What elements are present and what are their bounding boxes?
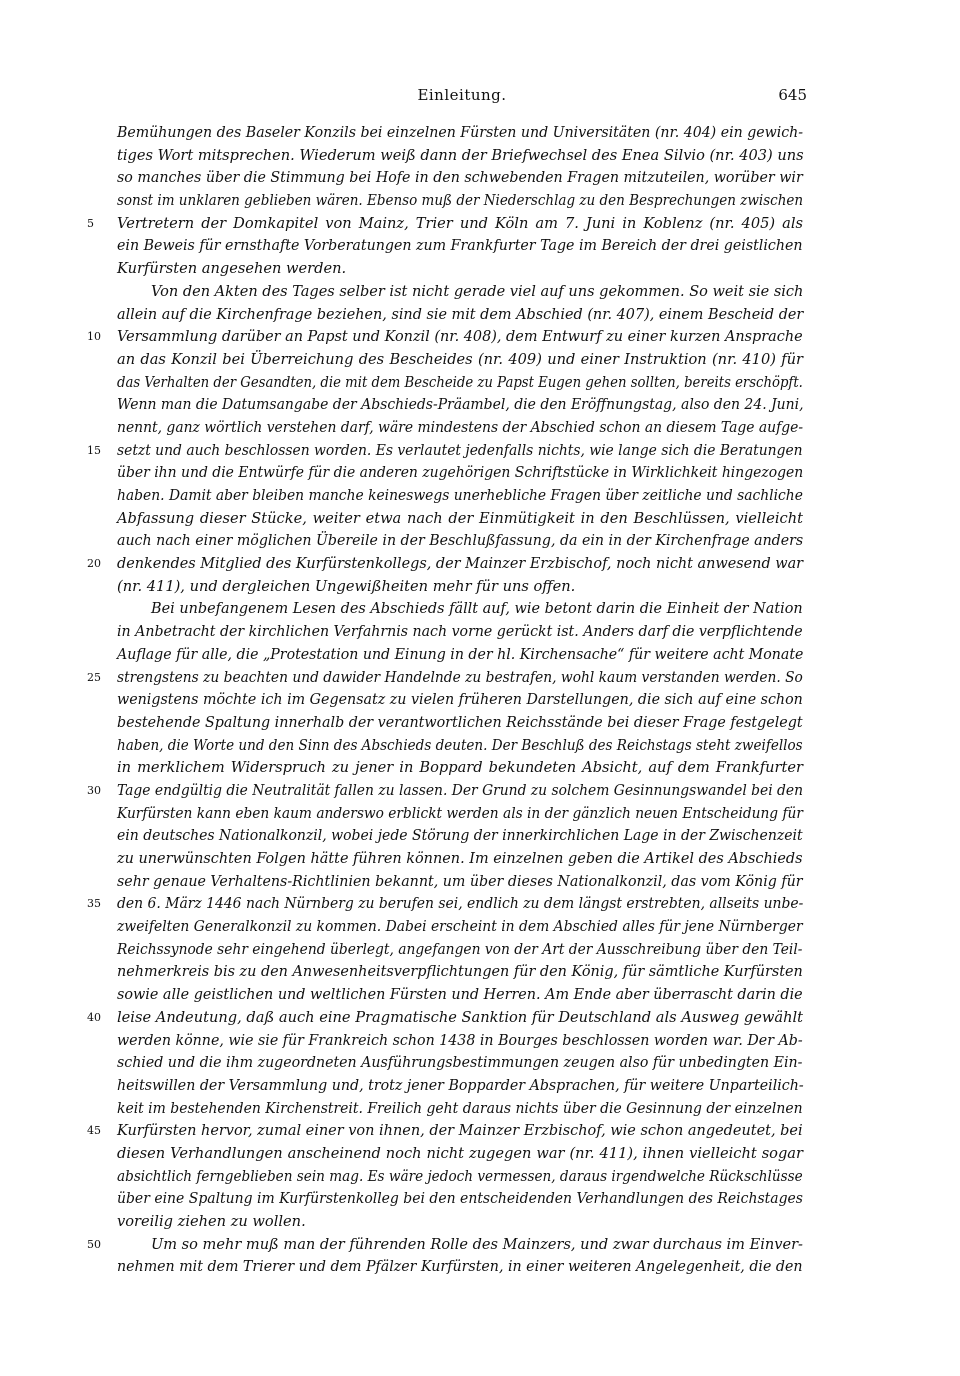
line-text: haben. Damit aber bleiben manche keineswegs unerhebliche Fragen über zeitliche und sachliche (117, 487, 803, 504)
text-line (117, 122, 803, 145)
line-text: über eine Spaltung im Kurfürstenkolleg bei den entscheidenden Verhandlungen des Reichstages (117, 1190, 803, 1208)
line-text: Reichssynode sehr eingehend überlegt, angefangen von der Art der Ausschreibung über den Teil- (117, 940, 803, 958)
text-line (117, 485, 803, 508)
line-text: nennt, ganz wörtlich verstehen darf, wäre mindestens der Abschied schon an diesem Tage aufge- (117, 418, 804, 436)
text-line (117, 644, 803, 667)
text-line (117, 304, 803, 327)
line-number: 45 (87, 1124, 101, 1138)
line-text: wenigstens möchte ich im Gegensatz zu vielen früheren Darstellungen, die sich auf eine schon (117, 691, 803, 709)
text-line (117, 871, 803, 894)
line-text: ein deutsches Nationalkonzil, wobei jede Störung der innerkirchlichen Lage in der Zwischenzeit (117, 827, 803, 845)
line-number: 50 (87, 1237, 101, 1251)
text-line (117, 984, 803, 1007)
line-text: Auflage für alle, die „Protestation und Einung in der hl. Kirchensache“ für weitere acht Monate (117, 645, 804, 663)
text-line (117, 939, 803, 962)
line-text: denkendes Mitglied des Kurfürstenkollegs, der Mainzer Erzbischof, noch nicht anwesend war (117, 555, 804, 573)
running-title: Einleitung. (417, 86, 507, 104)
text-line (87, 1007, 803, 1030)
line-text: Um so mehr muß man der führenden Rolle des Mainzers, und zwar durchaus im Einver- (151, 1235, 803, 1253)
text-line (87, 1234, 803, 1257)
text-line (87, 667, 803, 690)
text-line (87, 780, 804, 803)
line-text: absichtlich ferngeblieben sein mag. Es wäre jedoch vermessen, daraus irgendwelche Rückschlüsse (117, 1167, 803, 1185)
text-line (117, 712, 803, 735)
line-text: sehr genaue Verhaltens-Richtlinien bekannt, um über dieses Nationalkonzil, das vom König für (117, 872, 803, 890)
text-line (117, 825, 803, 848)
line-text: keit im bestehenden Kirchenstreit. Freilich geht daraus nichts über die Gesinnung der einzelnen (117, 1099, 803, 1117)
line-text: Von den Akten des Tages selber ist nicht gerade viel auf uns gekommen. So weit sie sich (151, 282, 804, 300)
text-line (117, 190, 803, 213)
line-text: diesen Verhandlungen anscheinend noch nicht zugegen war (nr. 411), ihnen vielleicht sogar (117, 1144, 803, 1162)
line-text: Kurfürsten kann eben kaum anderswo erblickt werden als in der gänzlich neuen Entscheidung für (117, 804, 803, 822)
line-number: 15 (87, 443, 101, 457)
line-text: haben, die Worte und den Sinn des Abschieds deuten. Der Beschluß des Reichstags steht zweifellos (117, 736, 803, 754)
line-text: auch nach einer möglichen Übereile in der Beschlußfassung, da ein in der Kirchenfrage anders (117, 532, 804, 550)
line-number: 40 (87, 1010, 101, 1024)
text-line (117, 530, 803, 553)
line-text: voreilig ziehen zu wollen. (117, 1213, 306, 1230)
line-text: in merklichem Widerspruch zu jener in Boppard bekundeten Absicht, auf dem Frankfurter (117, 759, 803, 777)
line-text: Versammlung darüber an Papst und Konzil (nr. 408), dem Entwurf zu einer kurzen Ansprache (117, 328, 803, 346)
line-text: zweifelten Generalkonzil zu kommen. Dabei erscheint in dem Abschied alles für jene Nürnberger (117, 918, 803, 936)
line-text: sowie alle geistlichen und weltlichen Fürsten und Herren. Am Ende aber überrascht darin die (117, 986, 803, 1004)
line-number: 25 (87, 670, 101, 684)
text-line (87, 553, 804, 576)
page-number: 645 (778, 86, 807, 104)
text-line (117, 394, 803, 417)
line-text: über ihn und die Entwürfe für die anderen zugehörigen Schriftstücke in Wirklichkeit hingezogen (117, 464, 804, 482)
text-line (117, 576, 803, 599)
line-text: zu unerwünschten Folgen hätte führen können. Im einzelnen geben die Artikel des Abschieds (117, 850, 803, 867)
body-text (87, 122, 804, 1279)
text-line (117, 349, 803, 372)
text-line (117, 848, 803, 871)
text-line (117, 235, 803, 258)
text-line (117, 757, 803, 780)
text-line (117, 1143, 803, 1166)
text-line (117, 508, 803, 531)
line-text: werden könne, wie sie für Frankreich schon 1438 in Bourges beschlossen worden war. Der Ab- (117, 1031, 803, 1049)
line-text: heitswillen der Versammlung und, trotz jener Bopparder Absprachen, für weitere Unparteilich- (117, 1076, 804, 1094)
line-text: leise Andeutung, daß auch eine Pragmatische Sanktion für Deutschland als Ausweg gewählt (117, 1008, 803, 1026)
line-text: schied und die ihm zugeordneten Ausführungsbestimmungen zeugen also für unbedingten Ein- (117, 1054, 803, 1072)
line-text: tiges Wort mitsprechen. Wiederum weiß dann der Briefwechsel des Enea Silvio (nr. 403) uns (117, 146, 804, 164)
text-line (117, 735, 803, 758)
line-number: 35 (87, 897, 101, 911)
text-line (117, 1188, 803, 1211)
line-text: strengstens zu beachten und dawider Handelnde zu bestrafen, wohl kaum verstanden werden. So (117, 668, 803, 686)
text-line (117, 462, 803, 485)
text-line (87, 440, 803, 463)
line-text: an das Konzil bei Überreichung des Bescheides (nr. 409) und einer Instruktion (nr. 410) für (117, 350, 803, 368)
line-text: Vertretern der Domkapitel von Mainz, Trier und Köln am 7. Juni in Koblenz (nr. 405) als (117, 214, 803, 232)
text-line (117, 372, 803, 395)
text-line (117, 417, 803, 440)
text-line (117, 167, 803, 190)
line-number: 10 (87, 330, 101, 344)
text-line (117, 145, 803, 168)
line-text: Bemühungen des Baseler Konzils bei einzelnen Fürsten und Universitäten (nr. 404) ein gewich- (117, 124, 804, 141)
text-line (117, 1075, 803, 1098)
line-text: bestehende Spaltung innerhalb der verantwortlichen Reichsstände bei dieser Frage festgelegt (117, 713, 803, 731)
line-text: allein auf die Kirchenfrage beziehen, sind sie mit dem Abschied (nr. 407), einem Bescheid der (117, 305, 804, 323)
line-text: in Anbetracht der kirchlichen Verfahrnis nach vorne gerückt ist. Anders darf die verpflichtende (117, 623, 803, 641)
text-line (117, 961, 803, 984)
text-line (117, 689, 803, 712)
text-line (87, 326, 803, 349)
text-line (117, 1098, 803, 1121)
text-line (87, 1120, 803, 1143)
text-line (117, 1211, 803, 1234)
text-line (117, 803, 803, 826)
text-line (117, 1256, 803, 1279)
line-text: das Verhalten der Gesandten, die mit dem Bescheide zu Papst Eugen gehen sollten, bereits erschöpft. (117, 373, 803, 391)
line-number: 30 (87, 783, 101, 797)
line-text: so manches über die Stimmung bei Hofe in den schwebenden Fragen mitzuteilen, worüber wir (117, 169, 803, 187)
line-text: ein Beweis für ernsthafte Vorberatungen zum Frankfurter Tage im Bereich der drei geistlichen (117, 237, 803, 255)
line-text: Kurfürsten hervor, zumal einer von ihnen, der Mainzer Erzbischof, wie schon angedeutet, bei (117, 1122, 803, 1140)
text-line (117, 1166, 803, 1189)
line-text: sonst im unklaren geblieben wären. Ebenso muß der Niederschlag zu den Besprechungen zwischen (117, 192, 804, 210)
line-text: Tage endgültig die Neutralität fallen zu lassen. Der Grund zu solchem Gesinnungswandel bei den (117, 781, 804, 799)
text-line (117, 598, 803, 621)
line-text: den 6. März 1446 nach Nürnberg zu berufen sei, endlich zu dem längst erstrebten, allseits unbe- (117, 895, 804, 913)
line-text: Wenn man die Datumsangabe der Abschieds-Präambel, die den Eröffnungstag, also den 24. Juni, (117, 396, 804, 414)
text-line (117, 916, 803, 939)
line-text: nehmen mit dem Trierer und dem Pfälzer Kurfürsten, in einer weiteren Angelegenheit, die den (117, 1258, 803, 1276)
line-text: Bei unbefangenem Lesen des Abschieds fällt auf, wie betont darin die Einheit der Nation (151, 600, 803, 618)
line-number: 5 (87, 216, 94, 230)
text-line (117, 1030, 803, 1053)
line-text: (nr. 411), und dergleichen Ungewißheiten mehr für uns offen. (117, 577, 576, 595)
line-text: Kurfürsten angesehen werden. (117, 260, 347, 278)
text-line (117, 281, 803, 304)
text-line (87, 213, 803, 236)
text-line (117, 258, 803, 281)
text-line (87, 893, 804, 916)
line-number: 20 (87, 557, 101, 571)
text-line (117, 1052, 803, 1075)
line-text: setzt und auch beschlossen worden. Es verlautet jedenfalls nichts, wie lange sich die Beratungen (117, 441, 803, 459)
running-head (117, 86, 807, 108)
line-text: Abfassung dieser Stücke, weiter etwa nach der Einmütigkeit in den Beschlüssen, vielleicht (117, 509, 803, 527)
text-line (117, 621, 803, 644)
line-text: nehmerkreis bis zu den Anwesenheitsverpflichtungen für den König, für sämtliche Kurfürsten (117, 963, 803, 981)
